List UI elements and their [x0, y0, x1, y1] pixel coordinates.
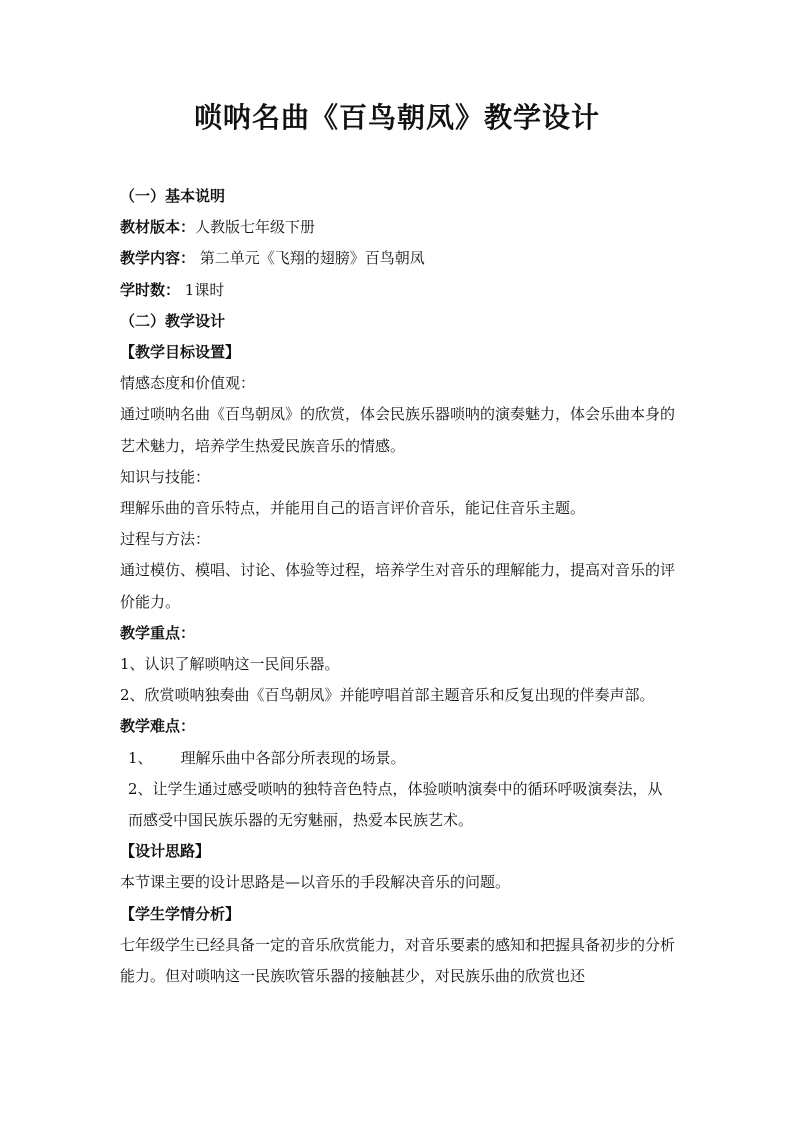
key-points-heading: 教学重点：	[120, 623, 196, 642]
difficulty-1-line	[120, 743, 676, 774]
key-point-2: 2、欣赏唢呐独奏曲《百鸟朝凤》并能哼唱首部主题音乐和反复出现的伴奏声部。	[120, 686, 655, 705]
knowledge-label: 知识与技能：	[120, 467, 211, 486]
goal-heading: 【教学目标设置】	[120, 343, 241, 362]
document-body	[120, 181, 676, 992]
basic-info-heading: （一）基本说明	[120, 187, 226, 205]
textbook-line	[120, 212, 676, 243]
emotion-label: 情感态度和价值观：	[120, 374, 256, 393]
teaching-content-line	[120, 243, 676, 274]
key-point-1: 1、认识了解唢呐这一民间乐器。	[120, 655, 340, 674]
document-title: 唢呐名曲《百鸟朝凤》教学设计	[193, 101, 600, 134]
student-analysis-heading: 【学生学情分析】	[120, 904, 241, 923]
difficulty-2: 2、让学生通过感受唢呐的独特音色特点，体验唢呐演奏中的循环呼吸演奏法，从而感受中国民族乐器的无穷魅丽，热爱本民族艺术。	[128, 779, 663, 830]
class-hours-value: 1课时	[180, 280, 225, 299]
process-label: 过程与方法：	[120, 530, 211, 549]
knowledge-text: 理解乐曲的音乐特点，并能用自己的语言评价音乐，能记住音乐主题。	[120, 499, 586, 518]
difficulty-1-number: 1、	[128, 748, 153, 767]
design-idea-heading: 【设计思路】	[120, 842, 211, 861]
process-text: 通过模仿、模唱、讨论、体验等过程，培养学生对音乐的理解能力，提高对音乐的评价能力。	[120, 561, 676, 611]
emotion-text: 通过唢呐名曲《百鸟朝凤》的欣赏，体会民族乐器唢呐的演奏魅力，体会乐曲本身的艺术魅力，培养学生热爱民族音乐的情感。	[120, 405, 676, 455]
design-idea-text: 本节课主要的设计思路是—以音乐的手段解决音乐的问题。	[120, 873, 511, 892]
difficulty-heading: 教学难点：	[120, 717, 196, 736]
textbook-label: 教材版本：	[120, 218, 196, 237]
class-hours-label: 学时数：	[120, 280, 181, 299]
teaching-design-heading: （二）教学设计	[120, 311, 226, 330]
teaching-content-label: 教学内容：	[120, 249, 196, 268]
difficulty-1-text: 理解乐曲中各部分所表现的场景。	[180, 748, 406, 767]
class-hours-line	[120, 275, 676, 306]
textbook-value: 人教版七年级下册	[195, 218, 316, 237]
student-analysis-text: 七年级学生已经具备一定的音乐欣赏能力，对音乐要素的感知和把握具备初步的分析能力。但对唢呐这一民族吹管乐器的接触甚少，对民族乐曲的欣赏也还	[120, 935, 676, 986]
teaching-content-value: 第二单元《飞翔的翅膀》百鸟朝凤	[195, 249, 425, 268]
